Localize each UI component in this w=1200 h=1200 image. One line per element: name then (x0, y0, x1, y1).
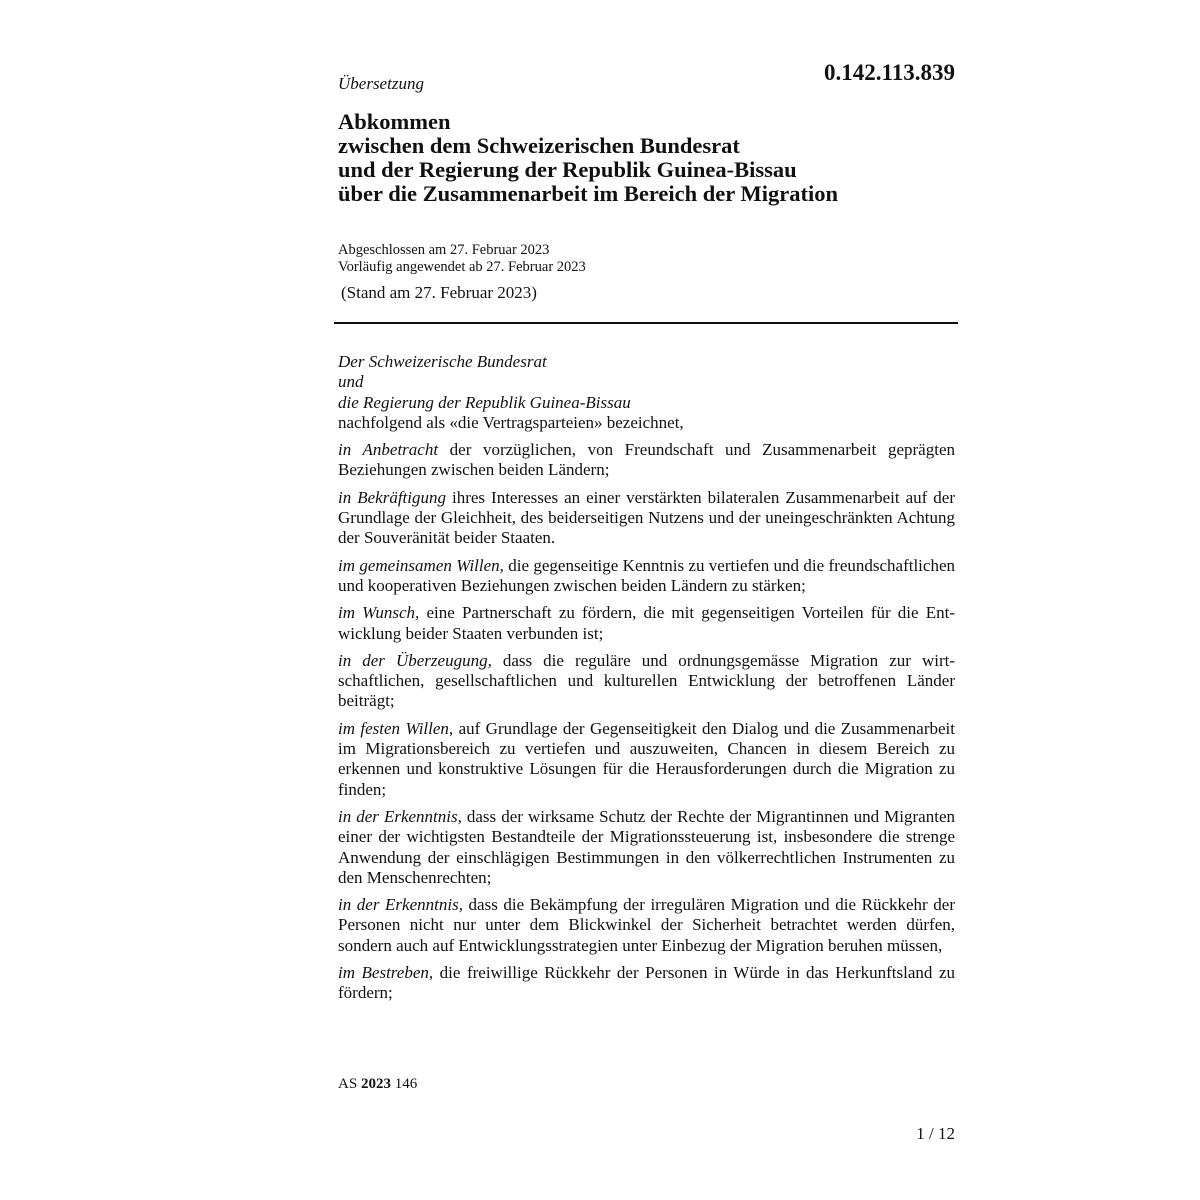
preamble-clause (338, 603, 955, 644)
title-line: Abkommen (338, 109, 451, 134)
clause-text: dass die reguläre und ordnungsgemässe Migration zur wirtschaftlichen, gesellschaftlichen und kulturellen Entwicklung der betroffenen Länder beiträgt; (338, 650, 956, 711)
official-compilation-ref (338, 1076, 417, 1093)
clause-text: die gegenseitige Kenntnis zu vertiefen und die freundschaftlichen und kooperativen Beziehungen zwischen beiden Ländern zu stärken; (338, 555, 955, 595)
preamble-clause (338, 488, 955, 549)
clause-lead: im festen Willen, (338, 718, 454, 738)
dates-block (338, 242, 586, 276)
party-line: die Regierung der Republik Guinea-Bissau (338, 392, 631, 412)
title-line: über die Zusammenarbeit im Bereich der Migration (338, 181, 838, 206)
concluded-date: Abgeschlossen am 27. Februar 2023 (338, 242, 550, 258)
designation-line: nachfolgend als «die Vertragsparteien» bezeichnet, (338, 412, 684, 432)
preamble-clause (338, 895, 955, 956)
clause-text: der vorzüglichen, von Freundschaft und Zusammenarbeit geprägten Beziehungen zwischen beiden Ländern; (338, 440, 955, 480)
clause-text: eine Partnerschaft zu fördern, die mit gegenseitigen Vorteilen für die Entwicklung beider Staaten verbunden ist; (338, 603, 955, 643)
clause-text: dass die Bekämpfung der irregulären Migration und die Rückkehr der Personen nicht nur unter dem Blickwinkel der Sicherheit betrachtet werden dürfen, sondern auch auf Entwicklungsstrategien unter Einbezug der Migration beruhen müssen, (338, 895, 955, 955)
header-divider (334, 322, 958, 324)
translation-label: Übersetzung (338, 74, 424, 93)
clause-lead: im Wunsch, (338, 603, 420, 623)
clause-text: die freiwillige Rückkehr der Personen in Würde in das Herkunftsland zu fördern; (338, 963, 955, 1003)
preamble-clause (338, 719, 955, 800)
as-prefix: AS (338, 1076, 358, 1092)
party-line: und (338, 372, 364, 392)
clause-lead: in der Erkenntnis, (338, 806, 462, 826)
sr-number: 0.142.113.839 (824, 60, 955, 85)
party-line: Der Schweizerische Bundesrat (338, 352, 547, 371)
clause-lead: im gemeinsamen Willen, (338, 555, 504, 575)
preamble-clause (338, 440, 955, 481)
preamble-clause (338, 807, 955, 888)
clause-lead: in Bekräftigung (338, 487, 446, 507)
as-year: 2023 (360, 1076, 391, 1092)
parties-block (338, 352, 955, 433)
clause-lead: in der Überzeugung, (338, 650, 492, 670)
provisional-date: Vorläufig angewendet ab 27. Februar 2023 (338, 259, 586, 275)
clause-lead: in Anbetracht (338, 440, 439, 460)
stand-date: (Stand am 27. Februar 2023) (341, 283, 537, 302)
preamble (338, 352, 955, 1004)
as-number: 146 (394, 1076, 418, 1092)
document-title (338, 110, 958, 206)
clause-text: auf Grundlage der Gegenseitigkeit den Dialog und die Zusammenarbeit im Migrationsbereich zu vertiefen und auszuweiten, Chancen in diesem Bereich zu erkennen und konstruktive Lösungen für die Herausforderungen durch die Migration zu finden; (338, 718, 955, 799)
preamble-clause (338, 556, 955, 597)
title-line: und der Regierung der Republik Guinea-Bissau (338, 157, 797, 182)
clause-text: ihres Interesses an einer verstärkten bilateralen Zusammenarbeit auf der Grundlage der Gleichheit, des beiderseitigen Nutzens und der uneingeschränkten Achtung der Souveränität beider Staaten. (338, 487, 956, 548)
preamble-clause (338, 963, 955, 1004)
clause-lead: in der Erkenntnis, (338, 895, 463, 915)
clause-text: dass der wirksame Schutz der Rechte der Migrantinnen und Migranten einer der wichtigsten Bestandteile der Migrationssteuerung ist, insbesondere die strenge Anwendung der einschlägigen Bestimmungen in den völkerrechtlichen Instrumenten zu den Menschenrechten; (338, 806, 955, 887)
preamble-clause (338, 651, 955, 712)
title-line: zwischen dem Schweizerischen Bundesrat (338, 133, 740, 158)
page-number: 1 / 12 (916, 1124, 955, 1143)
clause-lead: im Bestreben, (338, 963, 434, 983)
